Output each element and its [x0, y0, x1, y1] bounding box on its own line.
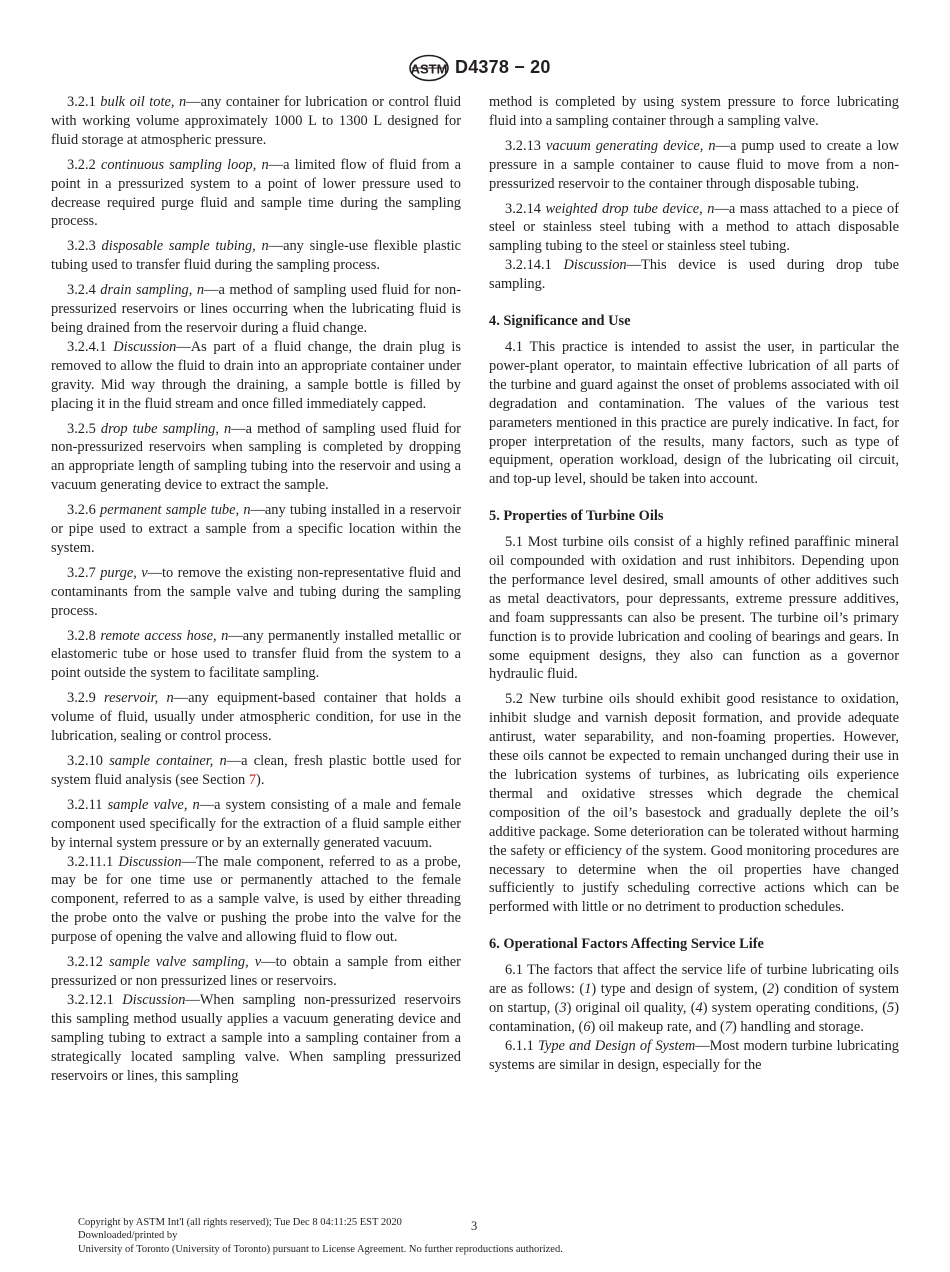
section-4-heading: 4. Significance and Use: [489, 313, 631, 330]
left-column: [51, 93, 461, 1085]
definition-3-2-10: 3.2.10 sample container, n—a clean, fresh plastic bottle used for system fluid analysis (see Section 7).: [51, 753, 461, 788]
definition-3-2-12: 3.2.12 sample valve sampling, v—to obtain a sample from either pressurized or non pressurized lines or reservoirs.: [51, 954, 461, 989]
footer-license-line: University of Toronto (University of Toronto) pursuant to License Agreement. No further reproductions authorized.: [78, 1243, 563, 1255]
definition-3-2-5: 3.2.5 drop tube sampling, n—a method of sampling used fluid for non-pressurized reservoirs when sampling is completed by dropping an appropriate length of sampling tubing into the reservoir and using a vacuum generating device to extract the sample.: [51, 420, 461, 494]
paragraph-4-1: 4.1 This practice is intended to assist the user, in particular the power-plant operator, to maintain effective lubrication of all parts of the turbine and guard against the onset of problems associated with oil degradation and contamination. The values of the various test parameters mentioned in this practice are purely indicative. In fact, for proper interpretation of the results, many factors, such as type of equipment, operation workload, design of the lubricating oil circuit, and top-up level, should be taken into account.: [489, 338, 899, 488]
definition-3-2-2: 3.2.2 continuous sampling loop, n—a limited flow of fluid from a point in a pressurized system to a point of lower pressure used to decrease required purge fluid and sample time during the sampling process.: [51, 156, 461, 230]
discussion-3-2-12-1-continued: method is completed by using system pressure to force lubricating fluid into a sampling container through a sampling valve.: [489, 94, 899, 129]
definition-3-2-7: 3.2.7 purge, v—to remove the existing non-representative fluid and contaminants from the sample valve and tubing during the sampling process.: [51, 564, 461, 619]
right-column: [489, 93, 899, 1075]
footer-downloaded-line: Downloaded/printed by: [78, 1230, 178, 1242]
page-number: 3: [471, 1219, 478, 1233]
discussion-3-2-14-1: 3.2.14.1 Discussion—This device is used during drop tube sampling.: [489, 257, 899, 293]
paragraph-5-2: 5.2 New turbine oils should exhibit good resistance to oxidation, inhibit sludge and varnish deposit formation, and provide adequate antirust, water separability, and non-foaming properties. However, these oils cannot be expected to remain unchanged during their use in the lubrication systems of turbines, as lubricating oils experience thermal and oxidative stresses which degrade the chemical composition of the oil’s basestock and gradually deplete the oil’s additive package. Some deterioration can be tolerated without harming the safety or efficiency of the system. Good monitoring procedures are necessary to determine when the oil properties have changed sufficiently to justify scheduling corrective actions which can be performed with little or no detriment to production schedules.: [489, 691, 899, 916]
definition-3-2-14: 3.2.14 weighted drop tube device, n—a mass attached to a piece of steel or stainless steel tubing with a method to attach disposable sampling tubing to the steel or stainless steel tubing.: [489, 200, 899, 255]
discussion-3-2-11-1: 3.2.11.1 Discussion—The male component, referred to as a probe, may be for one time use or permanently attached to the female component, referred to as a sample valve, is used by either threading the probe onto the valve or pushing the probe into the valve for the purpose of opening the valve and allowing fluid to flow out.: [51, 853, 461, 946]
definition-3-2-13: 3.2.13 vacuum generating device, n—a pump used to create a low pressure in a sample container to cause fluid to move from a non-pressurized reservoir to the container through disposable tubing.: [489, 137, 899, 192]
discussion-3-2-12-1: 3.2.12.1 Discussion—When sampling non-pressurized reservoirs this sampling method usually applies a vacuum generating device and sampling tubing to extract a sample into a sampling container from a strategically located sampling valve. When sampling pressurized reservoirs or lines, this sampling: [51, 991, 461, 1084]
definition-3-2-6: 3.2.6 permanent sample tube, n—any tubing installed in a reservoir or pipe used to extract a sample from a specific location within the system.: [51, 502, 461, 556]
section-6-heading: 6. Operational Factors Affecting Service Life: [489, 936, 764, 953]
definition-3-2-4: 3.2.4 drain sampling, n—a method of sampling used fluid for non-pressurized reservoirs or lines occurring when the lubricating fluid is being drained from the reservoir during a fluid change.: [51, 282, 461, 336]
definition-3-2-9: 3.2.9 reservoir, n—any equipment-based container that holds a volume of fluid, usually under atmospheric condition, for use in the lubrication, sealing or control process.: [51, 690, 461, 745]
paragraph-5-1: 5.1 Most turbine oils consist of a highly refined paraffinic mineral oil compounded with oxidation and rust inhibitors. Depending upon the performance level desired, small amounts of other additives such as metal deactivators, pour depressants, extreme pressure additives, and foam suppressants can also be present. The turbine oil’s primary function is to provide lubrication and cooling of bearings and gears. In some equipment designs, they also can function as a governor hydraulic fluid.: [489, 534, 899, 683]
section-5-heading: 5. Properties of Turbine Oils: [489, 508, 664, 525]
astm-logo: [408, 54, 450, 82]
standard-designation: D4378 − 20: [455, 57, 551, 77]
paragraph-6-1: 6.1 The factors that affect the service life of turbine lubricating oils are as follows: (1) type and design of system, (2) condition of system on startup, (3) original oil quality, (4) system operating conditions, (5) contamination, (6) oil makeup rate, and (7) handling and storage.: [489, 962, 900, 1035]
definition-3-2-3: 3.2.3 disposable sample tubing, n—any single-use flexible plastic tubing used to transfer fluid during the sampling process.: [51, 238, 461, 274]
definition-3-2-11: 3.2.11 sample valve, n—a system consisting of a male and female component used specifically for the extraction of a fluid sample either by internal system pressure or by an externally generated vacuum.: [51, 796, 461, 851]
page-header: [0, 51, 950, 85]
copyright-footer: [78, 1216, 563, 1256]
footer-copyright-line: Copyright by ASTM Int'l (all rights reserved); Tue Dec 8 04:11:25 EST 2020: [78, 1217, 402, 1228]
discussion-3-2-4-1: 3.2.4.1 Discussion—As part of a fluid change, the drain plug is removed to allow the fluid to drain into an appropriate container under gravity. Mid way through the draining, a sample bottle is filled by placing it in the fluid stream and once filled immediately capped.: [51, 338, 461, 412]
definition-3-2-1: 3.2.1 bulk oil tote, n—any container for lubrication or control fluid with working volume approximately 1000 L to 1300 L designed for fluid storage at atmospheric pressure.: [51, 94, 461, 148]
definition-3-2-8: 3.2.8 remote access hose, n—any permanently installed metallic or elastomeric tube or hose used to transfer fluid from the system to a point outside the system to facilitate sampling.: [51, 627, 461, 682]
section-7-link[interactable]: 7: [248, 771, 257, 788]
paragraph-6-1-1: 6.1.1 Type and Design of System—Most modern turbine lubricating systems are similar in design, especially for the: [489, 1037, 899, 1073]
svg-text:ASTM: ASTM: [410, 61, 448, 77]
